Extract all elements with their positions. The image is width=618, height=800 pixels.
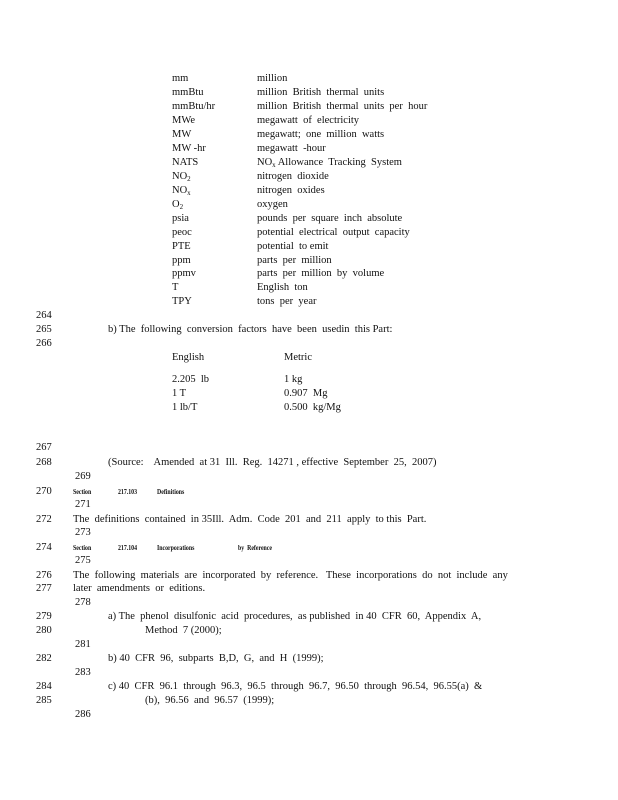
- abbr-definition: English ton: [257, 282, 308, 293]
- line-number: 278: [75, 597, 91, 608]
- abbr-term: ppm: [172, 255, 191, 266]
- list-item-a: a) The phenol disulfonic acid procedures, as published in 40 CFR 60, Appendix A,: [108, 611, 482, 622]
- section-number: 217.104: [118, 543, 138, 552]
- conversion-header-english: English: [172, 352, 205, 363]
- line-number: 285: [36, 695, 52, 706]
- abbr-definition: tons per year: [257, 296, 317, 307]
- line-number: 272: [36, 514, 52, 525]
- line-number: 267: [36, 442, 52, 453]
- abbr-term: NATS: [172, 157, 199, 168]
- section-number: 217.103: [118, 487, 138, 496]
- abbr-definition: oxygen: [257, 199, 288, 210]
- abbr-definition: potential electrical output capacity: [257, 227, 410, 238]
- abbr-definition: million British thermal units: [257, 87, 385, 98]
- section-label: Section: [73, 543, 92, 552]
- line-number: 281: [75, 639, 91, 650]
- line-number: 270: [36, 486, 52, 497]
- line-number: 271: [75, 499, 91, 510]
- line-number: 283: [75, 667, 91, 678]
- conversion-english-value: 1 lb/T: [172, 402, 198, 413]
- line-number: 268: [36, 457, 52, 468]
- section-label: Section: [73, 487, 92, 496]
- line-number: 282: [36, 653, 52, 664]
- section-title: Incorporations: [157, 543, 195, 552]
- abbr-definition: pounds per square inch absolute: [257, 213, 403, 224]
- abbr-term: MW -hr: [172, 143, 206, 154]
- abbr-definition: potential to emit: [257, 241, 329, 252]
- line-number: 264: [36, 310, 52, 321]
- conversion-header-metric: Metric: [284, 352, 312, 363]
- line-number: 266: [36, 338, 52, 349]
- abbr-term: mm: [172, 73, 189, 84]
- list-item-b: b) 40 CFR 96, subparts B,D, G, and H (1999);: [108, 653, 324, 664]
- abbr-term: T: [172, 282, 179, 293]
- abbr-term: peoc: [172, 227, 192, 238]
- abbr-term: ppmv: [172, 268, 196, 279]
- abbr-term: $NO_x$: [172, 185, 191, 197]
- conversion-english-value: 1 T: [172, 388, 187, 399]
- line-number: 269: [75, 471, 91, 482]
- line-number: 280: [36, 625, 52, 636]
- section-title-continued: by Reference: [238, 543, 273, 552]
- line-number: 275: [75, 555, 91, 566]
- line-number: 265: [36, 324, 52, 335]
- abbr-term: MWe: [172, 115, 196, 126]
- abbr-definition: parts per million: [257, 255, 332, 266]
- abbr-term: $NO_2$: [172, 171, 191, 183]
- section-title: Definitions: [157, 487, 185, 496]
- abbr-definition: megawatt of electricity: [257, 115, 360, 126]
- line-number: 274: [36, 542, 52, 553]
- abbr-definition: parts per million by volume: [257, 268, 385, 279]
- definitions-paragraph: The definitions contained in 35Ill. Adm. Code 201 and 211 apply to this Part.: [73, 514, 427, 525]
- incorporations-paragraph-line: The following materials are incorporated by reference. These incorporations do not include any: [73, 570, 508, 581]
- line-number: 277: [36, 583, 52, 594]
- conversion-english-value: 2.205 lb: [172, 374, 210, 385]
- line-number: 279: [36, 611, 52, 622]
- abbr-definition: $NO_x$ Allowance Tracking System: [257, 157, 402, 169]
- abbr-term: MW: [172, 129, 192, 140]
- abbr-definition: megawatt; one million watts: [257, 129, 385, 140]
- conversion-metric-value: 0.907 Mg: [284, 388, 328, 399]
- abbr-term: psia: [172, 213, 189, 224]
- line-number: 286: [75, 709, 91, 720]
- source-note: (Source: Amended at 31 Ill. Reg. 14271 , effective September 25, 2007): [108, 457, 437, 468]
- list-item-a-continued: Method 7 (2000);: [145, 625, 222, 636]
- abbr-term: mmBtu: [172, 87, 204, 98]
- conversion-metric-value: 1 kg: [284, 374, 303, 385]
- abbr-term: PTE: [172, 241, 191, 252]
- abbr-definition: million: [257, 73, 288, 84]
- line-number: 273: [75, 527, 91, 538]
- abbr-definition: million British thermal units per hour: [257, 101, 428, 112]
- line-number: 284: [36, 681, 52, 692]
- incorporations-paragraph-line: later amendments or editions.: [73, 583, 206, 594]
- list-item-c: c) 40 CFR 96.1 through 96.3, 96.5 through 96.7, 96.50 through 96.54, 96.55(a) &: [108, 681, 483, 692]
- list-item-c-continued: (b), 96.56 and 96.57 (1999);: [145, 695, 275, 706]
- abbr-definition: nitrogen oxides: [257, 185, 325, 196]
- abbr-term: mmBtu/hr: [172, 101, 216, 112]
- conversion-intro: b) The following conversion factors have been usedin this Part:: [108, 324, 393, 335]
- conversion-metric-value: 0.500 kg/Mg: [284, 402, 341, 413]
- abbr-definition: nitrogen dioxide: [257, 171, 329, 182]
- line-number: 276: [36, 570, 52, 581]
- abbr-definition: megawatt -hour: [257, 143, 326, 154]
- abbr-term: TPY: [172, 296, 192, 307]
- abbr-term: $O_2$: [172, 199, 184, 211]
